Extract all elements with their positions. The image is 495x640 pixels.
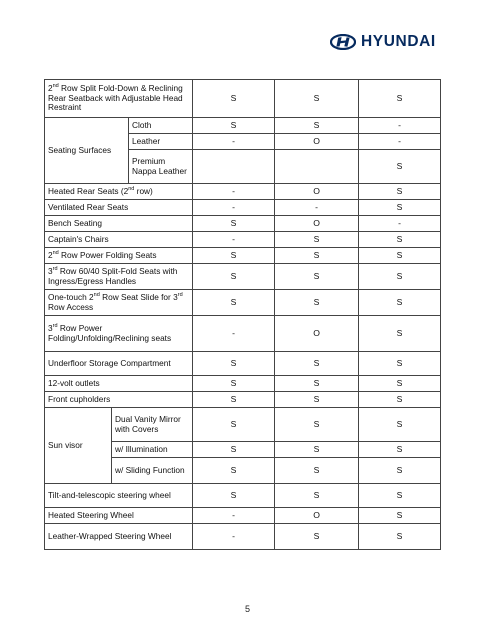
trim-value: S bbox=[359, 408, 441, 442]
table-row bbox=[45, 508, 441, 524]
ordinal-suffix: nd bbox=[52, 250, 59, 257]
trim-value: O bbox=[275, 134, 359, 150]
feature-label: w/ Sliding Function bbox=[112, 458, 193, 484]
brand-logo bbox=[330, 34, 436, 50]
trim-value: - bbox=[193, 200, 275, 216]
trim-value: - bbox=[193, 184, 275, 200]
trim-value: S bbox=[359, 316, 441, 352]
trim-value: - bbox=[275, 200, 359, 216]
features-table bbox=[44, 79, 441, 550]
trim-value: S bbox=[359, 458, 441, 484]
trim-value: S bbox=[359, 352, 441, 376]
feature-label: Premium Nappa Leather bbox=[129, 150, 193, 184]
trim-value: S bbox=[275, 524, 359, 550]
ordinal-suffix: rd bbox=[52, 266, 58, 273]
group-label: Seating Surfaces bbox=[45, 118, 129, 184]
group-label: Sun visor bbox=[45, 408, 112, 484]
trim-value: S bbox=[193, 80, 275, 118]
table-row bbox=[45, 200, 441, 216]
ordinal-suffix: nd bbox=[93, 292, 100, 299]
trim-value: S bbox=[275, 80, 359, 118]
trim-value bbox=[193, 150, 275, 184]
trim-value: S bbox=[359, 392, 441, 408]
trim-value: S bbox=[359, 150, 441, 184]
feature-label: Leather-Wrapped Steering Wheel bbox=[45, 524, 193, 550]
feature-label: Front cupholders bbox=[45, 392, 193, 408]
trim-value: - bbox=[359, 134, 441, 150]
trim-value: S bbox=[275, 442, 359, 458]
trim-value: S bbox=[275, 458, 359, 484]
trim-value: S bbox=[193, 376, 275, 392]
trim-value: O bbox=[275, 316, 359, 352]
trim-value: O bbox=[275, 508, 359, 524]
trim-value: S bbox=[193, 392, 275, 408]
trim-value: S bbox=[193, 352, 275, 376]
trim-value: S bbox=[275, 392, 359, 408]
table-row bbox=[45, 524, 441, 550]
feature-label bbox=[45, 184, 193, 200]
trim-value: S bbox=[359, 290, 441, 316]
feature-label-rest: Row Power Folding/Unfolding/Reclining seats bbox=[48, 323, 172, 343]
feature-label: Cloth bbox=[129, 118, 193, 134]
page-number: 5 bbox=[244, 604, 250, 614]
feature-label bbox=[45, 248, 193, 264]
table-row bbox=[45, 392, 441, 408]
table-row bbox=[45, 316, 441, 352]
feature-label bbox=[45, 264, 193, 290]
feature-label-rest: Row 60/40 Split-Fold Seats with Ingress/Egress Handles bbox=[48, 266, 178, 286]
trim-value: - bbox=[193, 524, 275, 550]
trim-value: S bbox=[359, 508, 441, 524]
feature-label: w/ Illumination bbox=[112, 442, 193, 458]
trim-value: S bbox=[275, 264, 359, 290]
trim-value: S bbox=[359, 232, 441, 248]
feature-label: 12-volt outlets bbox=[45, 376, 193, 392]
trim-value: O bbox=[275, 216, 359, 232]
feature-label-rest: Row Access bbox=[48, 301, 94, 312]
trim-value: S bbox=[359, 376, 441, 392]
table-row bbox=[45, 248, 441, 264]
table-row bbox=[45, 232, 441, 248]
trim-value: S bbox=[193, 290, 275, 316]
table-row bbox=[45, 80, 441, 118]
feature-label bbox=[45, 290, 193, 316]
table-row bbox=[45, 264, 441, 290]
trim-value: S bbox=[359, 248, 441, 264]
trim-value: S bbox=[193, 216, 275, 232]
trim-value bbox=[275, 150, 359, 184]
trim-value: - bbox=[193, 508, 275, 524]
trim-value: S bbox=[275, 484, 359, 508]
feature-label bbox=[45, 316, 193, 352]
feature-label-text: 2 bbox=[48, 249, 53, 260]
table-row bbox=[45, 118, 441, 134]
table-row bbox=[45, 184, 441, 200]
feature-label-text: 3 bbox=[48, 266, 53, 277]
trim-value: S bbox=[193, 442, 275, 458]
trim-value: S bbox=[275, 248, 359, 264]
ordinal-suffix: rd bbox=[177, 292, 183, 299]
trim-value: - bbox=[193, 316, 275, 352]
ordinal-suffix: nd bbox=[128, 186, 135, 193]
trim-value: - bbox=[359, 216, 441, 232]
feature-label-rest: Row Seat Slide for 3 bbox=[99, 292, 178, 303]
trim-value: S bbox=[359, 524, 441, 550]
feature-label: Leather bbox=[129, 134, 193, 150]
table-row bbox=[45, 290, 441, 316]
ordinal-suffix: nd bbox=[52, 83, 59, 90]
trim-value: S bbox=[193, 264, 275, 290]
table-row bbox=[45, 216, 441, 232]
trim-value: S bbox=[359, 184, 441, 200]
trim-value: S bbox=[275, 376, 359, 392]
feature-label: 2nd Row Split Fold-Down & Reclining Rear Seatback with Adjustable Head Restraint bbox=[45, 80, 193, 118]
feature-label: Underfloor Storage Compartment bbox=[45, 352, 193, 376]
hyundai-oval-h-icon bbox=[330, 34, 356, 50]
feature-label: Ventilated Rear Seats bbox=[45, 200, 193, 216]
trim-value: S bbox=[275, 232, 359, 248]
table-row bbox=[45, 408, 441, 442]
trim-value: S bbox=[359, 442, 441, 458]
trim-value: - bbox=[359, 118, 441, 134]
trim-value: S bbox=[359, 200, 441, 216]
table-row bbox=[45, 352, 441, 376]
feature-label-rest: Row Split Fold-Down & Reclining Rear Seatback with Adjustable Head Restraint bbox=[48, 83, 183, 113]
trim-value: S bbox=[275, 352, 359, 376]
feature-label: Bench Seating bbox=[45, 216, 193, 232]
table-row bbox=[45, 376, 441, 392]
brand-wordmark: HYUNDAI bbox=[361, 33, 436, 51]
feature-label-text: Heated Rear Seats (2 bbox=[48, 185, 129, 196]
feature-label-text: One-touch 2 bbox=[48, 292, 94, 303]
trim-value: S bbox=[275, 290, 359, 316]
trim-value: - bbox=[193, 134, 275, 150]
feature-label-rest: row) bbox=[134, 185, 153, 196]
feature-label-rest: Row Power Folding Seats bbox=[58, 249, 157, 260]
trim-value: S bbox=[359, 80, 441, 118]
trim-value: S bbox=[359, 264, 441, 290]
feature-label: Dual Vanity Mirror with Covers bbox=[112, 408, 193, 442]
feature-label: Captain's Chairs bbox=[45, 232, 193, 248]
trim-value: S bbox=[359, 484, 441, 508]
trim-value: S bbox=[193, 458, 275, 484]
trim-value: S bbox=[193, 248, 275, 264]
feature-label-text: 3 bbox=[48, 323, 53, 334]
trim-value: S bbox=[193, 118, 275, 134]
trim-value: S bbox=[275, 118, 359, 134]
ordinal-suffix: rd bbox=[52, 323, 58, 330]
feature-label: Heated Steering Wheel bbox=[45, 508, 193, 524]
feature-label: Tilt-and-telescopic steering wheel bbox=[45, 484, 193, 508]
trim-value: S bbox=[275, 408, 359, 442]
trim-value: O bbox=[275, 184, 359, 200]
table-row bbox=[45, 484, 441, 508]
trim-value: - bbox=[193, 232, 275, 248]
trim-value: S bbox=[193, 408, 275, 442]
trim-value: S bbox=[193, 484, 275, 508]
